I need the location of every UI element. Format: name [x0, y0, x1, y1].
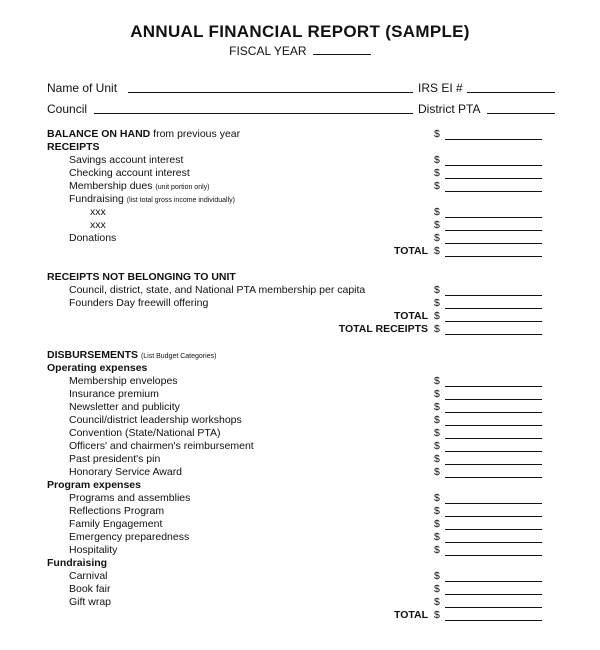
fiscal-year-row: [0, 44, 600, 58]
fundraising-item-1-amount-blank[interactable]: [445, 217, 542, 218]
program-expense-item-amount-blank[interactable]: [445, 529, 542, 530]
founders-day-amount-blank[interactable]: [445, 308, 542, 309]
not-belonging-total-label: TOTAL: [393, 310, 428, 322]
dollar-sign: $: [434, 492, 440, 504]
dollar-sign: $: [434, 128, 440, 140]
dollar-sign: $: [434, 570, 440, 582]
program-expense-item-label: Family Engagement: [69, 518, 163, 530]
fundraising-receipts-row: [69, 193, 235, 207]
founders-day-label: Founders Day freewill offering: [69, 297, 209, 309]
fundraising-item-1: xxx: [90, 206, 106, 218]
dollar-sign: $: [434, 401, 440, 413]
dollar-sign: $: [434, 440, 440, 452]
operating-expense-item-amount-blank[interactable]: [445, 425, 542, 426]
irs-ei-blank[interactable]: [467, 92, 555, 93]
dollar-sign: $: [434, 596, 440, 608]
fundraising-expense-item-amount-blank[interactable]: [445, 607, 542, 608]
operating-expense-item-amount-blank[interactable]: [445, 477, 542, 478]
council-dues-amount-blank[interactable]: [445, 295, 542, 296]
fiscal-year-label: FISCAL YEAR: [229, 44, 307, 58]
fiscal-year-blank[interactable]: [313, 44, 371, 55]
receipts-total-amount-blank[interactable]: [445, 256, 542, 257]
dollar-sign: $: [434, 583, 440, 595]
dollar-sign: $: [434, 609, 440, 621]
dollar-sign: $: [434, 232, 440, 244]
receipts-total-label: TOTAL: [393, 245, 428, 257]
balance-amount-blank[interactable]: [445, 139, 542, 140]
dollar-sign: $: [434, 180, 440, 192]
program-expense-item-label: Programs and assemblies: [69, 492, 191, 504]
dollar-sign: $: [434, 414, 440, 426]
dollar-sign: $: [434, 466, 440, 478]
membership-dues-amount-blank[interactable]: [445, 191, 542, 192]
dollar-sign: $: [434, 388, 440, 400]
operating-expense-item-label: Past president's pin: [69, 453, 161, 465]
total-receipts-label: TOTAL RECEIPTS: [338, 323, 428, 335]
dollar-sign: $: [434, 297, 440, 309]
council-dues-label: Council, district, state, and National PTA membership per capita: [69, 284, 366, 296]
operating-expense-item-amount-blank[interactable]: [445, 438, 542, 439]
dollar-sign: $: [434, 310, 440, 322]
name-of-unit-blank[interactable]: [128, 92, 413, 93]
not-belonging-heading: RECEIPTS NOT BELONGING TO UNIT: [47, 271, 236, 283]
dollar-sign: $: [434, 531, 440, 543]
dollar-sign: $: [434, 453, 440, 465]
disbursements-note: (List Budget Categories): [140, 353, 217, 360]
operating-expense-item-label: Convention (State/National PTA): [69, 427, 221, 439]
dollar-sign: $: [434, 427, 440, 439]
fundraising-expenses-heading: Fundraising: [47, 557, 108, 569]
balance-on-hand-row: [47, 128, 240, 140]
receipts-heading: RECEIPTS: [47, 141, 100, 153]
fundraising-expense-item-label: Gift wrap: [69, 596, 112, 608]
program-expense-item-amount-blank[interactable]: [445, 503, 542, 504]
savings-amount-blank[interactable]: [445, 165, 542, 166]
dollar-sign: $: [434, 245, 440, 257]
operating-expense-item-label: Newsletter and publicity: [69, 401, 180, 413]
fundraising-expense-item-label: Carnival: [69, 570, 108, 582]
membership-dues-note: (unit portion only): [155, 184, 210, 191]
report-title: ANNUAL FINANCIAL REPORT (SAMPLE): [130, 22, 470, 41]
program-expense-item-amount-blank[interactable]: [445, 516, 542, 517]
program-expense-item-label: Reflections Program: [69, 505, 165, 517]
operating-expense-item-label: Council/district leadership workshops: [69, 414, 242, 426]
dollar-sign: $: [434, 219, 440, 231]
not-belonging-total-amount-blank[interactable]: [445, 321, 542, 322]
dollar-sign: $: [434, 505, 440, 517]
fundraising-item-2: xxx: [90, 219, 106, 231]
membership-dues-label: Membership dues: [69, 180, 153, 192]
name-of-unit-label: Name of Unit: [47, 81, 118, 95]
dollar-sign: $: [434, 167, 440, 179]
fundraising-expense-item-amount-blank[interactable]: [445, 581, 542, 582]
fundraising-item-2-amount-blank[interactable]: [445, 230, 542, 231]
district-pta-label: District PTA: [418, 102, 481, 116]
checking-label: Checking account interest: [69, 167, 190, 179]
dollar-sign: $: [434, 154, 440, 166]
council-blank[interactable]: [94, 113, 413, 114]
donations-label: Donations: [69, 232, 117, 244]
operating-expense-item-amount-blank[interactable]: [445, 399, 542, 400]
savings-label: Savings account interest: [69, 154, 184, 166]
operating-expense-item-label: Officers' and chairmen's reimbursement: [69, 440, 254, 452]
council-label: Council: [47, 102, 88, 116]
fundraising-receipts-label: Fundraising: [69, 193, 124, 205]
operating-expenses-heading: Operating expenses: [47, 362, 148, 374]
fundraising-receipts-note: (list total gross income individually): [126, 197, 235, 204]
dollar-sign: $: [434, 544, 440, 556]
irs-ei-label: IRS EI #: [418, 81, 463, 95]
total-receipts-amount-blank[interactable]: [445, 334, 542, 335]
operating-expense-item-label: Membership envelopes: [69, 375, 178, 387]
donations-amount-blank[interactable]: [445, 243, 542, 244]
dollar-sign: $: [434, 284, 440, 296]
balance-suffix: from previous year: [153, 128, 241, 140]
dollar-sign: $: [434, 206, 440, 218]
disbursements-heading: DISBURSEMENTS: [47, 349, 139, 361]
fundraising-expense-item-label: Book fair: [69, 583, 111, 595]
operating-expense-item-amount-blank[interactable]: [445, 451, 542, 452]
fundraising-expense-item-amount-blank[interactable]: [445, 594, 542, 595]
dollar-sign: $: [434, 323, 440, 335]
program-expense-item-amount-blank[interactable]: [445, 555, 542, 556]
disbursements-heading-row: [47, 349, 216, 363]
checking-amount-blank[interactable]: [445, 178, 542, 179]
program-expense-item-label: Hospitality: [69, 544, 118, 556]
program-expense-item-label: Emergency preparedness: [69, 531, 190, 543]
membership-dues-row: [69, 180, 209, 194]
program-expenses-heading: Program expenses: [47, 479, 141, 491]
balance-label: BALANCE ON HAND: [47, 128, 151, 140]
operating-expense-item-amount-blank[interactable]: [445, 386, 542, 387]
operating-expense-item-label: Insurance premium: [69, 388, 159, 400]
program-expense-item-amount-blank[interactable]: [445, 542, 542, 543]
operating-expense-item-label: Honorary Service Award: [69, 466, 183, 478]
disbursements-total-label: TOTAL: [393, 609, 428, 621]
dollar-sign: $: [434, 518, 440, 530]
dollar-sign: $: [434, 375, 440, 387]
district-pta-blank[interactable]: [487, 113, 555, 114]
operating-expense-item-amount-blank[interactable]: [445, 464, 542, 465]
disbursements-total-amount-blank[interactable]: [445, 620, 542, 621]
operating-expense-item-amount-blank[interactable]: [445, 412, 542, 413]
